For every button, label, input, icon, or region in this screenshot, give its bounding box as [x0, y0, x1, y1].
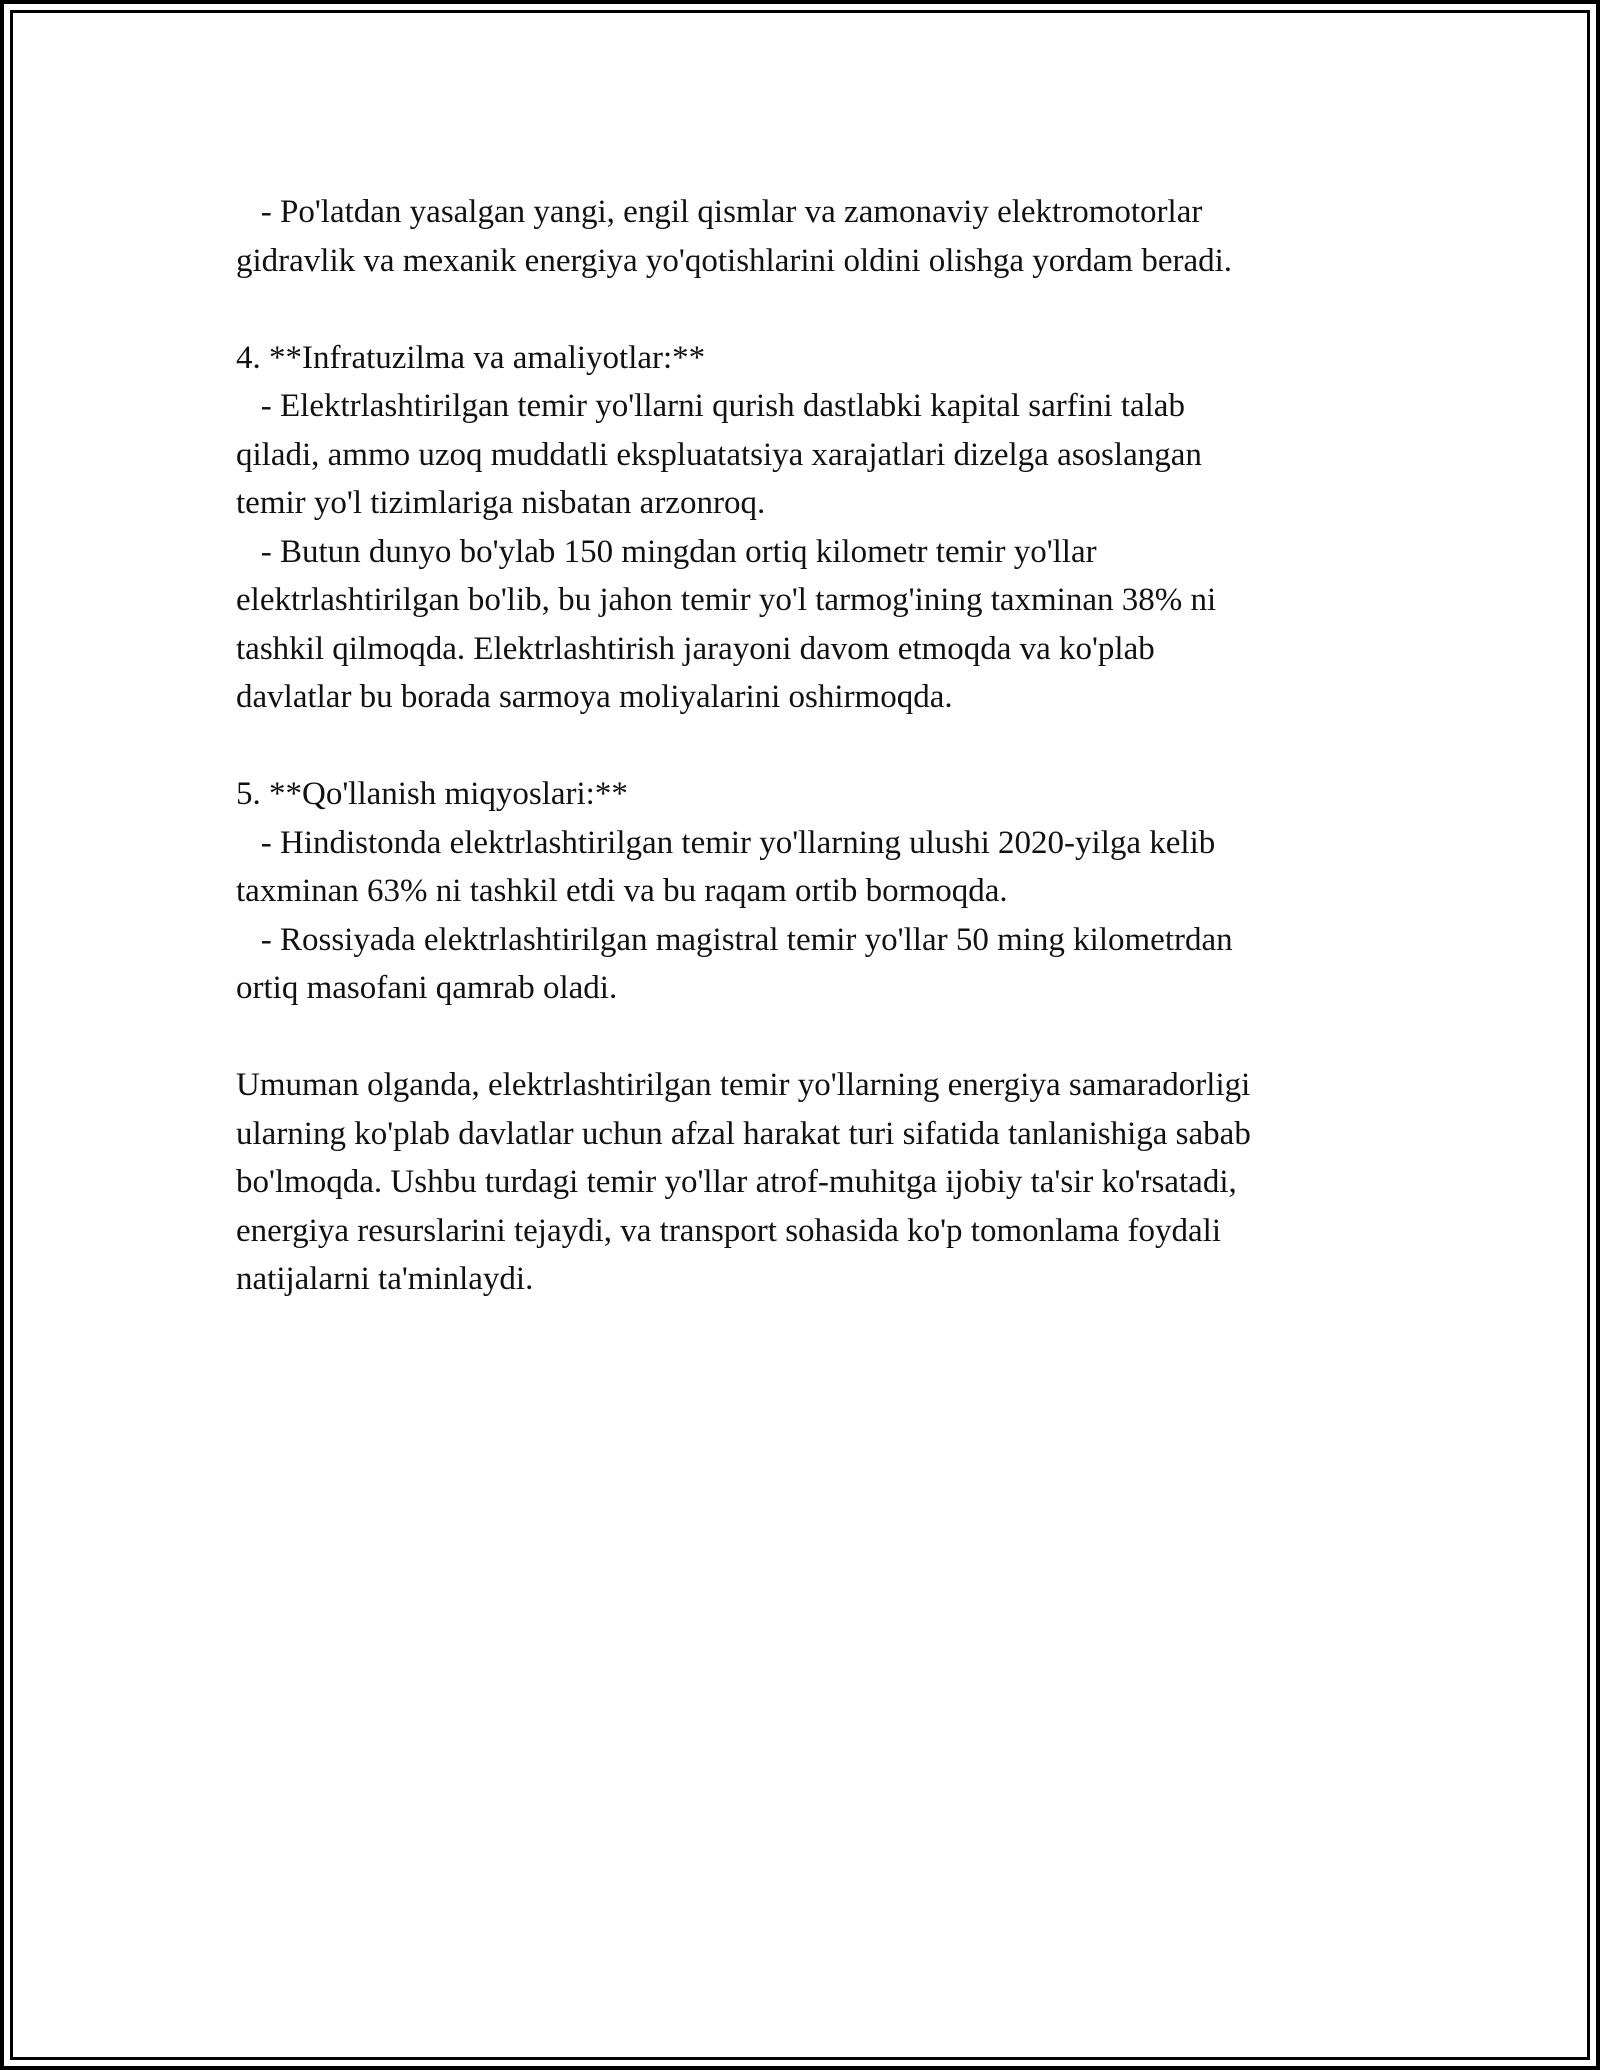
paragraph-spacer [236, 1013, 1386, 1062]
document-body [236, 188, 1386, 1304]
text-line: - Po'latdan yasalgan yangi, engil qismlar va zamonaviy elektromotorlar [236, 194, 1203, 230]
text-line: - Butun dunyo bo'ylab 150 mingdan ortiq kilometr temir yo'llar [236, 533, 1097, 570]
text-line: - Rossiyada elektrlashtirilgan magistral temir yo'llar 50 ming kilometrdan [236, 921, 1233, 958]
paragraph-conclusion [236, 1061, 1386, 1304]
text-line: ularning ko'plab davlatlar uchun afzal harakat turi sifatida tanlanishiga sabab [236, 1115, 1251, 1152]
text-line: taxminan 63% ni tashkil etdi va bu raqam ortib bormoqda. [236, 873, 1008, 909]
paragraph-spacer [236, 722, 1386, 771]
paragraph-spacer [236, 285, 1386, 334]
text-line: temir yo'l tizimlariga nisbatan arzonroq. [236, 485, 766, 521]
section-application-scale [236, 770, 1386, 1013]
text-line: bo'lmoqda. Ushbu turdagi temir yo'llar atrof-muhitga ijobiy ta'sir ko'rsatadi, [236, 1164, 1237, 1200]
section-heading: 4. **Infratuzilma va amaliyotlar:** [236, 339, 706, 376]
paragraph-motors [236, 188, 1386, 285]
text-line: - Hindistonda elektrlashtirilgan temir yo'llarning ulushi 2020-yilga kelib [236, 824, 1216, 861]
text-line: ortiq masofani qamrab oladi. [236, 970, 618, 1006]
text-line: davlatlar bu borada sarmoya moliyalarini oshirmoqda. [236, 679, 953, 715]
text-line: - Elektrlashtirilgan temir yo'llarni qurish dastlabki kapital sarfini talab [236, 388, 1185, 424]
text-line: Umuman olganda, elektrlashtirilgan temir yo'llarning energiya samaradorligi [236, 1067, 1251, 1103]
text-line: elektrlashtirilgan bo'lib, bu jahon temir yo'l tarmog'ining taxminan 38% ni [236, 582, 1217, 618]
text-line: qiladi, ammo uzoq muddatli ekspluatatsiya xarajatlari dizelga asoslangan [236, 436, 1202, 473]
text-line: tashkil qilmoqda. Elektrlashtirish jarayoni davom etmoqda va ko'plab [236, 630, 1155, 667]
text-line: energiya resurslarini tejaydi, va transport sohasida ko'p tomonlama foydali [236, 1212, 1221, 1249]
text-line: gidravlik va mexanik energiya yo'qotishlarini oldini olishga yordam beradi. [236, 242, 1233, 279]
section-heading: 5. **Qo'llanish miqyoslari:** [236, 776, 628, 812]
text-line: natijalarni ta'minlaydi. [236, 1261, 534, 1297]
section-infrastructure [236, 334, 1386, 722]
